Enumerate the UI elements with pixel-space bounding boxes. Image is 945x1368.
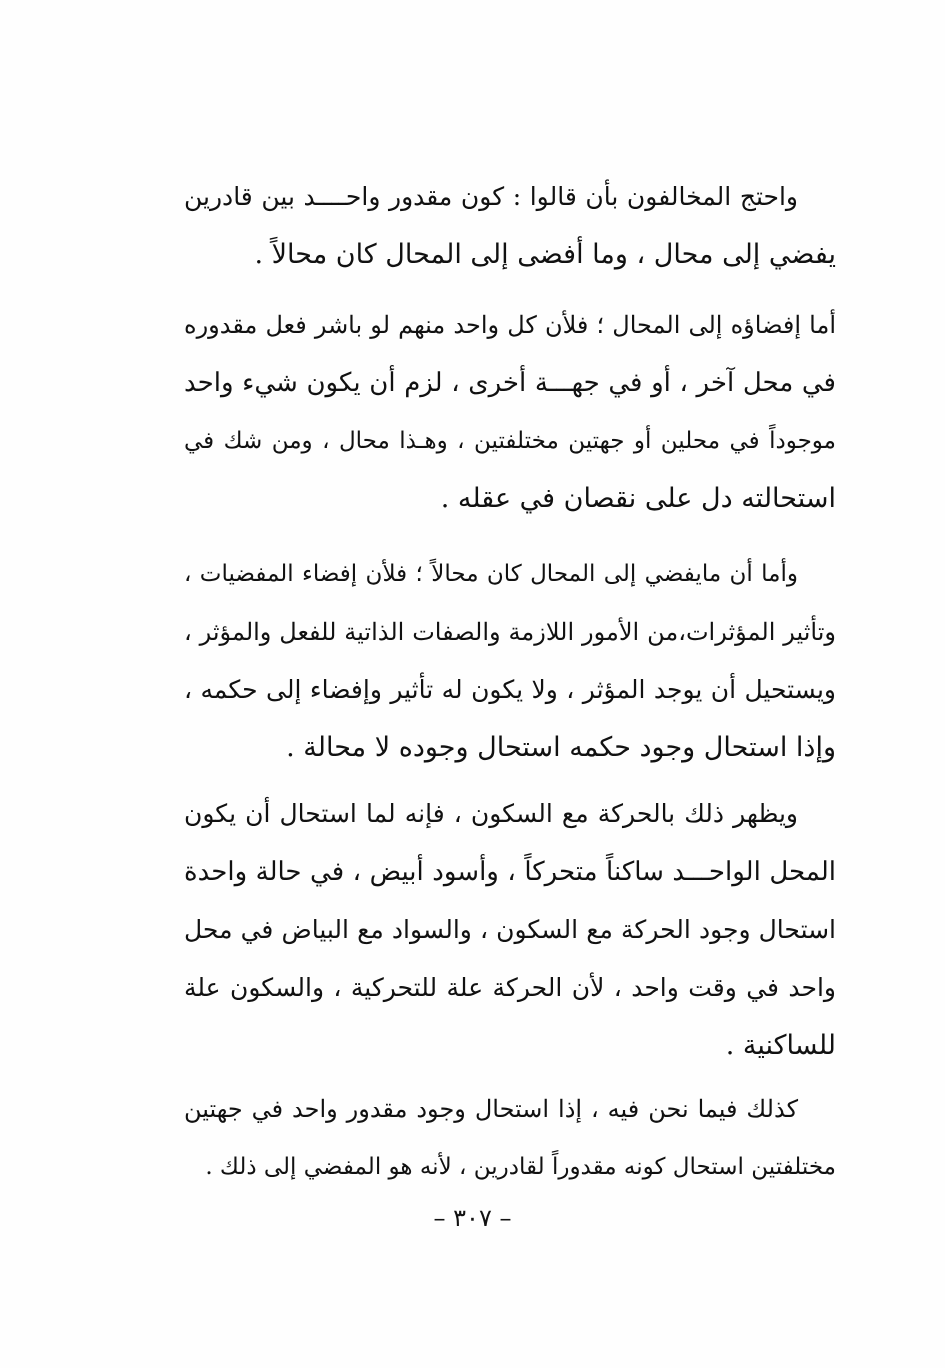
page-number: – ٣٠٧ – xyxy=(433,1204,512,1232)
text-line: واحد في وقت واحد ، لأن الحركة علة للتحركية ، والسكون علة xyxy=(184,973,836,1002)
text-line: استحال وجود الحركة مع السكون ، والسواد مع البياض في محل xyxy=(184,915,836,944)
paragraph-3 xyxy=(184,545,836,777)
text-line: أما إفضاؤه إلى المحال ؛ فلأن كل واحد منهم لو باشر فعل مقدوره xyxy=(184,311,836,339)
paragraph-4 xyxy=(184,785,836,1075)
text-line: استحالته دل على نقصان في عقله . xyxy=(440,483,836,514)
text-line: ويستحيل أن يوجد المؤثر ، ولا يكون له تأثير وإفضاء إلى حكمه ، xyxy=(184,675,836,704)
text-line: وتأثير المؤثرات،من الأمور اللازمة والصفات الذاتية للفعل والمؤثر ، xyxy=(184,618,836,646)
text-line: ويظهر ذلك بالحركة مع السكون ، فإنه لما استحال أن يكون xyxy=(184,799,798,828)
text-line: وإذا استحال وجود حكمه استحال وجوده لا محالة . xyxy=(286,732,836,763)
paragraph-5 xyxy=(184,1080,836,1196)
text-line: واحتج المخالفون بأن قالوا : كون مقدور واحــــد بين قادرين xyxy=(184,182,798,211)
paragraph-1 xyxy=(184,168,836,284)
text-line: يفضي إلى محال ، وما أفضى إلى المحال كان محالاً . xyxy=(254,239,836,270)
text-line: في محل آخر ، أو في جهـــة أخرى ، لزم أن يكون شيء واحد xyxy=(184,368,836,398)
text-line: للساكنية . xyxy=(725,1030,836,1061)
text-line: المحل الواحـــد ساكناً متحركاً ، وأسود أبيض ، في حالة واحدة xyxy=(184,857,836,887)
text-line: كذلك فيما نحن فيه ، إذا استحال وجود مقدور واحد في جهتين xyxy=(184,1095,798,1123)
text-line: مختلفتين استحال كونه مقدوراً لقادرين ، لأنه هو المفضي إلى ذلك . xyxy=(205,1154,836,1180)
text-line: وأما أن مايفضي إلى المحال كان محالاً ؛ فلأن إفضاء المفضيات ، xyxy=(184,561,798,587)
paragraph-2 xyxy=(184,296,836,528)
text-line: موجوداً في محلين أو جهتين مختلفتين ، وهـذا محال ، ومن شك في xyxy=(184,428,836,454)
